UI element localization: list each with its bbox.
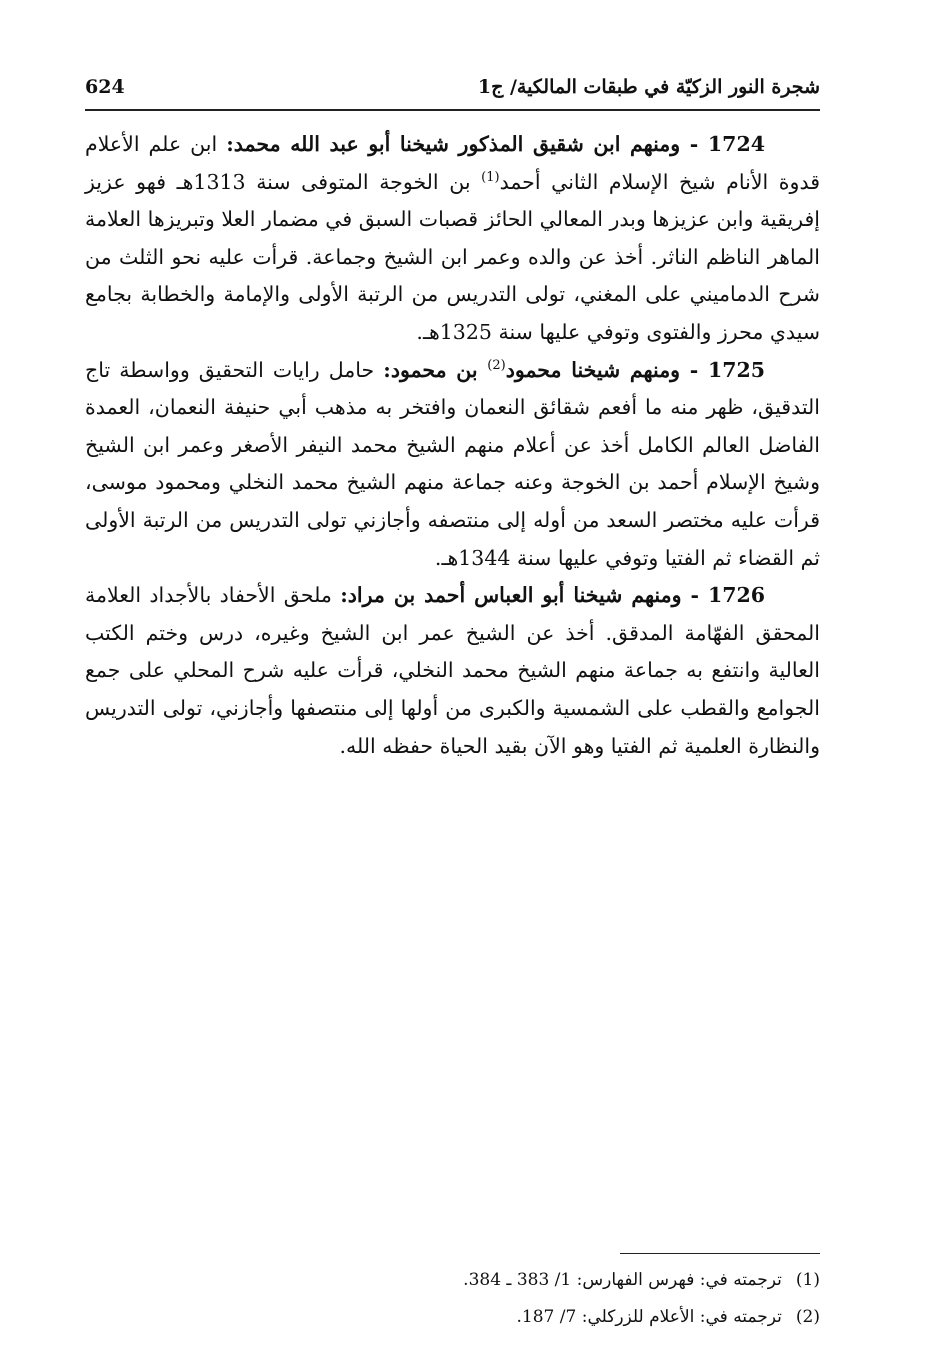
entry-text: ابن علم الأعلام قدوة الأنام شيخ الإسلام الثاني أحمد (85, 132, 821, 194)
footnotes (300, 1262, 820, 1336)
footnote-mark: (2) (795, 1307, 820, 1327)
entry-1725 (85, 352, 820, 578)
entry-heading: 1724 - ومنهم ابن شقيق المذكور شيخنا أبو عبد الله محمد: (226, 132, 765, 156)
footnote-text: ترجمته في: الأعلام للزركلي: 7/ 187. (516, 1307, 782, 1327)
entry-heading: بن محمود: (383, 357, 488, 382)
main-text (85, 126, 820, 765)
footnote-rule (620, 1253, 820, 1254)
footnote-1 (300, 1262, 820, 1299)
entry-text: حامل رايات التحقيق وواسطة تاج التدقيق، ظهر منه ما أفعم شقائق النعمان وافتخر به مذهب أبي حنيفة النعمان، العمدة الفاضل العالم الكامل أخذ عن أعلام منهم الشيخ محمد النيفر الأصغر وعمر ابن الشيخ وشيخ الإسلام أحمد بن الخوجة وعنه جماعة منهم الشيخ محمد النخلي ومحمود موسى، قرأت عليه مختصر السعد من أوله إلى منتصفه وأجازني تولى التدريس من الرتبة الأولى ثم القضاء ثم الفتيا وتوفي عليها سنة 1344هـ. (85, 357, 820, 570)
entry-1724 (85, 126, 820, 352)
footnote-ref: (2) (487, 357, 506, 373)
header-rule (85, 109, 820, 111)
entry-text: بن الخوجة المتوفى سنة 1313هـ فهو عزيز إفريقية وابن عزيزها وبدر المعالي الحائز قصبات السبق في مضمار العلا وتبريزها العلامة الماهر الناظم الناثر. أخذ عن والده وعمر ابن الشيخ وجماعة. قرأت عليه نحو الثلث من شرح الدماميني على المغني، تولى التدريس من الرتبة الأولى والإمامة والخطابة بجامع سيدي محرز والفتوى وتوفي عليها سنة 1325هـ. (85, 169, 820, 344)
page-number: 624 (85, 76, 125, 98)
page-header (85, 76, 820, 106)
entry-heading: 1725 - ومنهم شيخنا محمود (505, 357, 766, 382)
entry-1726 (85, 577, 820, 765)
footnote-mark: (1) (795, 1270, 820, 1290)
entry-text: ملحق الأحفاد بالأجداد العلامة المحقق الفهّامة المدقق. أخذ عن الشيخ عمر ابن الشيخ وغيره، درس وختم الكتب العالية وانتفع به جماعة منهم الشيخ محمد النخلي، قرأت عليه شرح المحلي على جمع الجوامع والقطب على الشمسية والكبرى من أولها إلى منتصفها وأجازني، تولى التدريس والنظارة العلمية ثم الفتيا وهو الآن بقيد الحياة حفظه الله. (85, 583, 820, 758)
footnote-ref: (1) (481, 169, 500, 185)
entry-heading: 1726 - ومنهم شيخنا أبو العباس أحمد بن مراد: (340, 583, 765, 608)
running-title: شجرة النور الزكيّة في طبقات المالكية/ ج1 (477, 76, 820, 98)
footnote-text: ترجمته في: فهرس الفهارس: 1/ 383 ـ 384. (463, 1270, 782, 1290)
footnote-2 (300, 1299, 820, 1336)
